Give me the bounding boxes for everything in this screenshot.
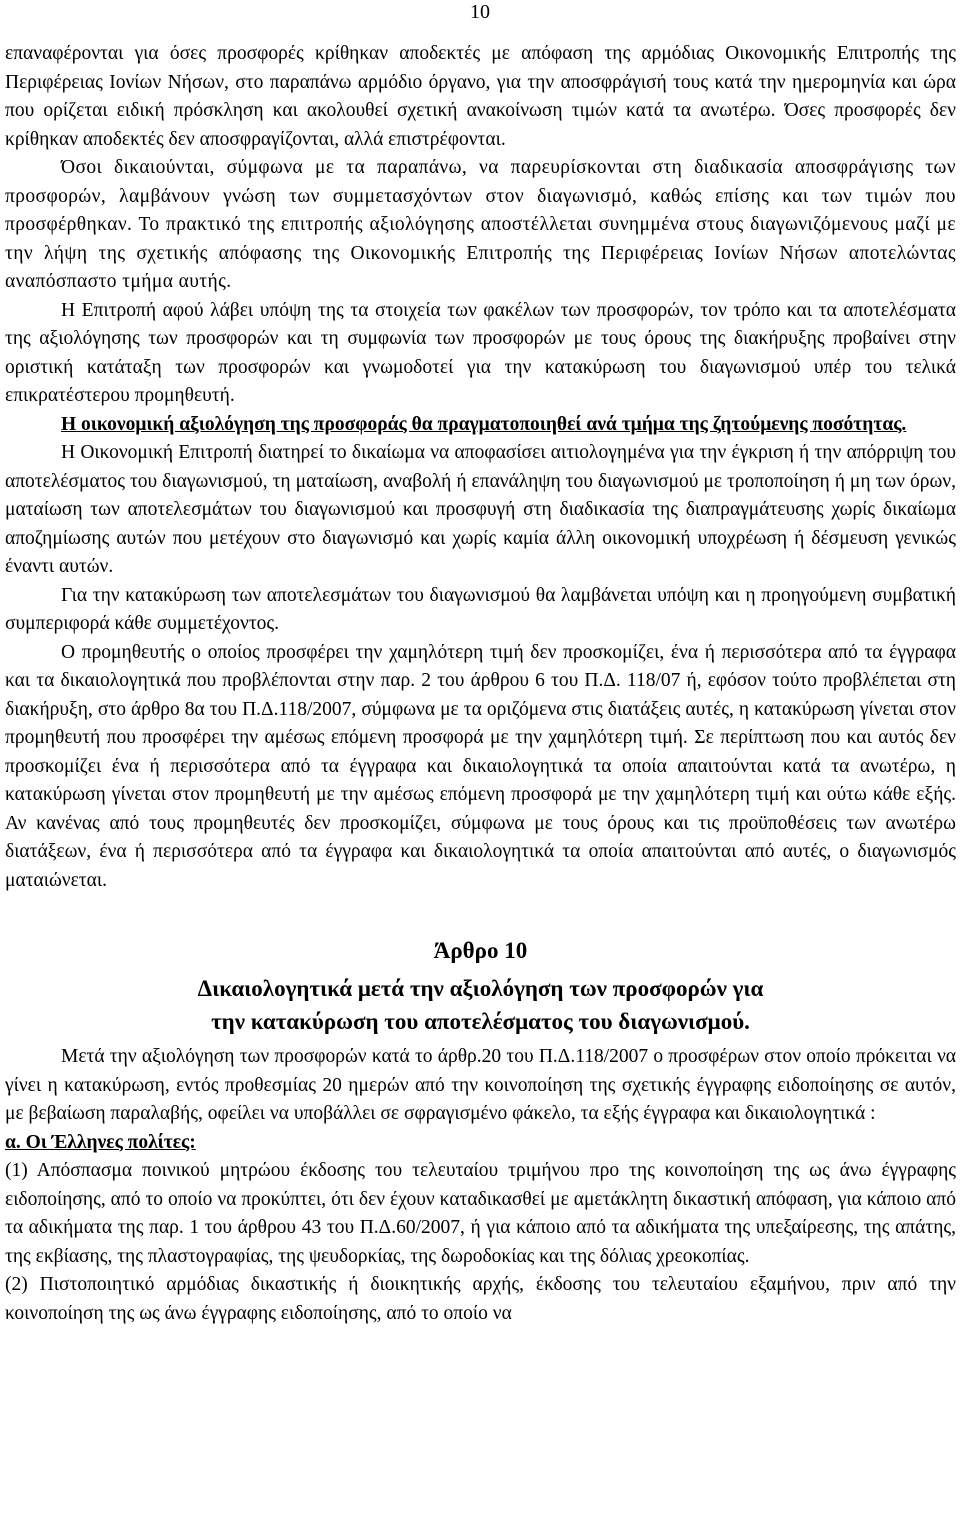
article-number: Άρθρο 10 — [433, 938, 528, 963]
article-title-line-1: Δικαιολογητικά μετά την αξιολόγηση των προσφορών για — [197, 976, 764, 1001]
paragraph-lowest-bidder: Ο προμηθευτής ο οποίος προσφέρει την χαμηλότερη τιμή δεν προσκομίζει, ένα ή περισσότερα από τα έγγραφα και τα δικαιολογητικά που προβλέπονται στην παρ. 2 του άρθρου 6 του Π.Δ. 118/07 ή, εφόσον τούτο προβλέπεται στη διακήρυξη, στο άρθρο 8α του Π.Δ.118/2007, σύμφωνα με τα οριζόμενα στις διατάξεις αυτές, η κατακύρωση γίνεται στον προμηθευτή που προσφέρει την αμέσως επόμενη προσφορά με την χαμηλότερη τιμή. Σε περίπτωση που και αυτός δεν προσκομίζει ένα ή περισσότερα από τα έγγραφα και δικαιολογητικά τα οποία απαιτούνται κατά τα ανωτέρω, η κατακύρωση γίνεται στον προμηθευτή με την αμέσως επόμενη προσφορά με την χαμηλότερη τιμή και ούτω κάθε εξής. Αν κανένας από τους προμηθευτές δεν προσκομίζει, σύμφωνα με τους όρους και τις προϋποθέσεις των ανωτέρω διατάξεων, ένα ή περισσότερα από τα έγγραφα και δικαιολογητικά τα οποία απαιτούνται από αυτές, ο διαγωνισμός ματαιώνεται. — [5, 641, 956, 891]
paragraph-continuation: επαναφέρονται για όσες προσφορές κρίθηκαν αποδεκτές με απόφαση της αρμόδιας Οικονομικής Επιτροπής της Περιφέρειας Ιονίων Νήσων, στο παραπάνω αρμόδιο όργανο, για την αποσφράγισή τους κατά την ημερομηνία και ώρα που ορίζεται ειδική πρόσκληση και ακολουθεί σχετική ανακοίνωση τιμών κατά τα ανωτέρω. Όσες προσφορές δεν κρίθηκαν αποδεκτές δεν αποσφραγίζονται, αλλά επιστρέφονται. — [5, 43, 956, 150]
requirement-item-1: (1) Απόσπασμα ποινικού μητρώου έκδοσης του τελευταίου τριμήνου προ της κοινοποίηση της ως άνω έγγραφης ειδοποίησης, από το οποίο να προκύπτει, ότι δεν έχουν καταδικασθεί με αμετάκλητη δικαστική απόφαση, για κάποιο από τα αδικήματα της παρ. 1 του άρθρου 43 του Π.Δ.60/2007, ή για κάποιο από τα αδικήματα της υπεξαίρεσης, της απάτης, της εκβίασης, της πλαστογραφίας, της ψευδορκίας, της δωροδοκίας και της δόλιας χρεοκοπίας. — [5, 1160, 956, 1267]
paragraph-committee-rights: Η Οικονομική Επιτροπή διατηρεί το δικαίωμα να αποφασίσει αιτιολογημένα για την έγκριση ή την απόρριψη του αποτελέσματος του διαγωνισμού, τη ματαίωση, αναβολή ή επανάληψη του διαγωνισμού με τροποποίηση ή μη των όρων, ματαίωση των αποτελεσμάτων του διαγωνισμού και προσφυγή στη διαδικασία της διαπραγμάτευσης χωρίς δικαίωμα αποζημίωσης αυτών που μετέχουν στο διαγωνισμό και χωρίς καμία άλλη οικονομική υποχρέωση ή δέσμευση γενικώς έναντι αυτών. — [5, 442, 956, 577]
paragraph-financial-evaluation-note: Η οικονομική αξιολόγηση της προσφοράς θα πραγματοποιηθεί ανά τμήμα της ζητούμενης ποσότητας. — [61, 413, 907, 435]
article-intro: Μετά την αξιολόγηση των προσφορών κατά το άρθρ.20 του Π.Δ.118/2007 ο προσφέρων στον οποίο πρόκειται να γίνει η κατακύρωση, εντός προθεσμίας 20 ημερών από την κοινοποίηση της σχετικής έγγραφης ειδοποίησης σε αυτόν, με βεβαίωση παραλαβής, οφείλει να υποβάλλει σε σφραγισμένο φάκελο, τα εξής έγγραφα και δικαιολογητικά : — [5, 1046, 956, 1124]
document-body — [5, 40, 956, 1328]
section-a-label: α. Οι Έλληνες πολίτες: — [5, 1131, 196, 1153]
article-title-line-2: την κατακύρωση του αποτελέσματος του διαγωνισμού. — [211, 1009, 750, 1034]
paragraph-contract-behavior: Για την κατακύρωση των αποτελεσμάτων του διαγωνισμού θα λαμβάνεται υπόψη και η προηγούμενη συμβατική συμπεριφορά κάθε συμμετέχοντος. — [5, 584, 956, 634]
paragraph-committee-evaluation: Η Επιτροπή αφού λάβει υπόψη της τα στοιχεία των φακέλων των προσφορών, τον τρόπο και τα αποτελέσματα της αξιολόγησης των προσφορών και τη συμφωνία των προσφορών με τους όρους της διακήρυξης προβαίνει στην οριστική κατάταξη των προσφορών και γνωμοδοτεί για την κατακύρωση του διαγωνισμού υπέρ του τελικά επικρατέστερου προμηθευτή. — [5, 299, 956, 406]
page-number: 10 — [470, 1, 490, 23]
requirement-item-2: (2) Πιστοποιητικό αρμόδιας δικαστικής ή διοικητικής αρχής, έκδοσης του τελευταίου εξαμήνου, πριν από την κοινοποίηση της ως άνω έγγραφης ειδοποίησης, από το οποίο να — [5, 1274, 956, 1324]
paragraph-attendees: Όσοι δικαιούνται, σύμφωνα με τα παραπάνω, να παρευρίσκονται στη διαδικασία αποσφράγισης των προσφορών, λαμβάνουν γνώση των συμμετασχόντων στον διαγωνισμό, καθώς επίσης και των τιμών που προσφέρθηκαν. Το πρακτικό της επιτροπής αξιολόγησης αποστέλλεται συνημμένα στους διαγωνιζόμενους μαζί με την λήψη της σχετικής απόφασης της Οικονομικής Επιτροπής της Περιφέρειας Ιονίων Νήσων αποτελώντας αναπόσπαστο τμήμα αυτής. — [5, 157, 956, 292]
